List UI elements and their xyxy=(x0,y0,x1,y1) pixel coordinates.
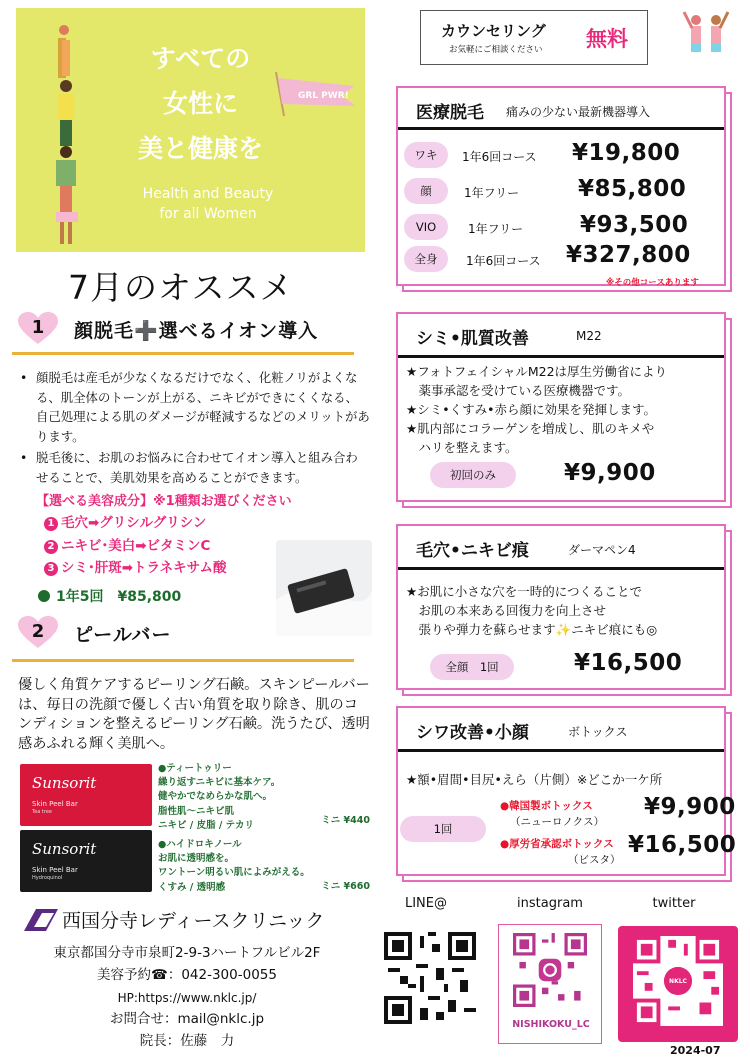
section1-title: 顔脱毛➕選べるイオン導入 xyxy=(74,319,319,342)
price: ¥327,800 xyxy=(566,242,691,268)
product-image-teatree: Sunsorit Skin Peel Bar Tea tree xyxy=(20,764,152,826)
option-item: 1 毛穴➡グリシルグリシン xyxy=(44,512,226,535)
instagram-handle[interactable]: NISHIKOKU_LC xyxy=(512,1019,590,1030)
price: ¥19,800 xyxy=(572,140,681,166)
clinic-director: 院長：佐藤 力 xyxy=(139,1033,235,1049)
page-headline: 7月のオススメ xyxy=(68,268,294,307)
heart-icon: 2 xyxy=(18,616,58,650)
product-desc-hydroquinol: ●ハイドロキノール お肌に透明感を。 ワントーン明るい肌によみがえる。 くすみ / 透明感 ミニ ¥660 xyxy=(158,839,370,893)
wrinkle-card: シワ改善•小顔 ボトックス ★額•眉間•目尻•えら（片側）※どこか一ケ所 1回 ●韓国製ボトックス （ニューロノクス） ¥9,900 ●厚労省承認ボトックス （ビスタ） ¥16,500 xyxy=(396,706,726,876)
counseling-box: カウンセリング お気軽にご相談ください 無料 xyxy=(420,10,648,65)
price: ¥9,900 xyxy=(644,794,736,820)
price: ¥16,500 xyxy=(574,650,683,676)
ingredient-options xyxy=(44,512,226,580)
product-image-hydroquinol: Sunsorit Skin Peel Bar Hydroquinol xyxy=(20,830,152,892)
price: ¥9,900 xyxy=(564,460,656,486)
section1-bullets xyxy=(18,368,370,489)
ingredient-heading: 【選べる美容成分】※1種類お選びください xyxy=(36,494,292,509)
laser-title: 医療脱毛 xyxy=(416,103,484,123)
peel-description: 優しく角質ケアするピーリング石鹸。スキンピールバーは、毎日の洗顔で優しく古い角質を取り除き、肌のコンディションを整えるピーリング石鹸。洗うたび、透明感あふれる輝く美肌へ。 xyxy=(18,677,370,752)
section2-title: ピールバー xyxy=(74,623,172,646)
line-qr-code[interactable] xyxy=(384,932,476,1024)
instagram-qr-code[interactable] xyxy=(513,933,587,1007)
divider xyxy=(12,659,354,662)
hero-tagline: すべての 女性に 美と健康を xyxy=(138,44,264,163)
part-pill: 顔 xyxy=(404,178,448,204)
price-pill: 全顔 1回 xyxy=(430,654,514,680)
svg-text:GRL PWR!: GRL PWR! xyxy=(298,91,349,101)
instagram-qr-frame xyxy=(498,924,602,1044)
section2-header xyxy=(18,616,172,650)
part-pill: ワキ xyxy=(404,142,448,168)
price: ¥16,500 xyxy=(628,832,737,858)
part-pill: 全身 xyxy=(404,246,448,272)
twitter-qr-frame xyxy=(618,926,738,1042)
clinic-logo-icon xyxy=(24,909,58,931)
clinic-name-row: 西国分寺レディースクリニック xyxy=(24,906,324,933)
grl-pwr-flag xyxy=(270,68,360,118)
option-item: 2 ニキビ･美白➡ビタミンC xyxy=(44,535,226,558)
section1-header xyxy=(18,312,318,346)
issue-date: 2024-07 xyxy=(670,1044,721,1057)
other-course-note: ※その他コースあります xyxy=(606,278,699,288)
instagram-label: instagram xyxy=(517,896,583,911)
clinic-tel: 美容予約☎：042-300-0055 xyxy=(97,967,277,983)
line-label: LINE@ xyxy=(404,896,447,911)
soap-photo xyxy=(276,540,372,636)
pore-card: 毛穴•ニキビ痕 ダーマペン4 ★お肌に小さな穴を一時的につくることで お肌の本来ある回復力を向上させ 張りや弾力を蘇らせます✨ニキビ痕にも◎ 全顔 1回 ¥16,500 xyxy=(396,524,726,690)
twitter-label: twitter xyxy=(652,896,696,911)
price-pill: 初回のみ xyxy=(430,462,516,488)
shimi-card: シミ•肌質改善 M22 ★フォトフェイシャルM22は厚生労働省により 薬事承認を受けている医療機器です。 ★シミ•くすみ•赤ら顔に効果を発揮します。 ★肌内部にコラーゲンを増成し、肌のキメや ハリを整えます。 初回のみ ¥9,900 xyxy=(396,312,726,502)
heart-icon: 1 xyxy=(18,312,58,346)
list-item: • 脱毛後に、お肌のお悩みに合わせてイオン導入と組み合わせることで、美肌効果を高めることができます。 xyxy=(18,448,370,487)
price: ¥85,800 xyxy=(578,176,687,202)
divider xyxy=(12,352,354,355)
part-pill: VIO xyxy=(404,214,448,240)
clinic-address: 東京都国分寺市泉町2-9-3ハートフルビル2F xyxy=(53,945,321,961)
clinic-hp[interactable]: HP:https://www.nklc.jp/ xyxy=(117,991,257,1005)
women-cheer-illustration xyxy=(678,8,734,64)
clinic-mail[interactable]: お問合せ：mail@nklc.jp xyxy=(109,1011,265,1027)
price: ¥93,500 xyxy=(580,212,689,238)
laser-card: 医療脱毛 痛みの少ない最新機器導入 ワキ 1年6回コース ¥19,800 顔 1年フリー ¥85,800 VIO 1年フリー ¥93,500 全身 1年6回コース ¥327,800 xyxy=(396,86,726,286)
twitter-qr-badge: NKLC xyxy=(669,978,687,985)
option-item: 3 シミ･肝斑➡トラネキサム酸 xyxy=(44,557,226,580)
women-stack-illustration xyxy=(44,22,94,247)
hero-english: Health and Beauty for all Women xyxy=(142,186,274,222)
list-item: • 顔脱毛は産毛が少なくなるだけでなく、化粧ノリがよくなる、肌全体のトーンが上がる、ニキビができにくくなる、自己処理による肌のダメージが軽減するなどのメリットがあります。 xyxy=(18,368,370,446)
section1-price: 1年5回 ¥85,800 xyxy=(38,586,181,606)
product-desc-teatree: ●ティートゥリー 繰り返すニキビに基本ケア。 健やかでなめらかな肌へ。 脂性肌〜ニキビ肌 ニキビ / 皮脂 / テカリ ミニ ¥440 xyxy=(158,763,370,831)
hero-banner xyxy=(16,8,365,252)
price-pill: 1回 xyxy=(400,816,486,842)
